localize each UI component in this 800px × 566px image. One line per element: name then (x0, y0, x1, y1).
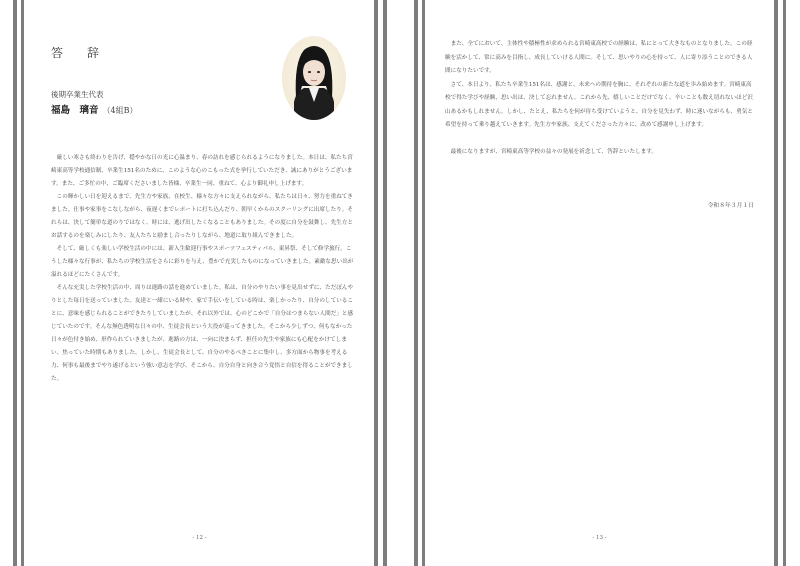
page-border-bar (383, 0, 387, 566)
student-portrait (282, 36, 346, 120)
page-number: - 13 - (592, 535, 607, 541)
paragraph: 厳しい寒さも終わりを告げ、穏やかな日の光に心温まり、春の訪れを感じられるようになりました。本日は、私たち宮崎東高等学校通信制、卒業生151名のために、このような心のこもった式を挙行していただき、誠にありがとうございます。また、ご多忙の中、ご臨席くださいました皆様、卒業生一同、重ねて、心より御礼申し上げます。 (51, 155, 353, 187)
page-number: - 12 - (192, 535, 207, 541)
student-name: 福島 璃音 (51, 105, 99, 116)
paragraph: この輝かしい日を迎えるまで、先生方や家族、在校生、様々な方々に支えられながら、私たちは日々、努力を重ねてきました。仕事や家事をこなしながら、夜遅くまでレポートに打ち込んだり、朝早くからのスクーリングに出席したり。それらは、決して簡単な道のりではなく、時には、逃げ出したくなることもありました。その度に自分を鼓舞し、先生方とお話するのを楽しみにしたり、友人たちと励まし合ったりしながら、地道に取り組んできました。 (51, 194, 353, 239)
speech-body (51, 152, 357, 386)
paragraph: そんな充実した学校生活の中、周りは進路の話を進めていました。私は、自分のやりたい事を見出せずに、ただぼんやりとした毎日を送っていました。友達と一緒にいる時や、家で手伝いをしている時は、楽しかったり、自分のしていることに、意味を感じられることができたりしていましたが、それ以外では、心のどこかで「自分はつまらない人間だ」と感じていたのです。そんな無色透明な日々の中、生徒会長という大役が巡ってきました。そこから少しずつ、何もなかった日々が色付き始め、形作られていきましたが、進路の方は、一向に決まらず、担任の先生や家族にも心配をかけてしまい、焦っていた時期もありました。しかし、生徒会長として、自分のやるべきことに集中し、多方面から物事を考える力、何事も最後までやり遂げるという強い意志を学び、そこから、自分自身と向き合う覚悟と自信を得ることができました。 (51, 285, 354, 382)
paragraph: さて、本日より、私たち卒業生151名は、感謝と、未来への期待を胸に、それぞれの新たな道を歩み始めます。宮崎東高校で得た学びや経験、思い出は、決して忘れません。これから先、嬉しいことだけでなく、辛いことも数え切れないほど沢山あるかもしれません。しかし、たとえ、私たちを何が待ち受けていようと、自分を見失わず、時に迷いながらも、勇気と希望を持って乗り越えていきます。先生方や家族、支えてくださった方々に、改めて感謝申し上げます。 (445, 81, 753, 128)
paragraph: そして、厳しくも楽しい学校生活の中には、新入生歓迎行事やスポーツフェスティバル、東昇祭、そして修学旅行。こうした様々な行事が、私たちの学校生活をさらに彩りを与え、豊かで充実したものになっていきました。素敵な思い出が溢れるほどにたくさんです。 (51, 246, 354, 278)
date: 令和８年３月１日 (707, 203, 754, 209)
left-page (27, 0, 372, 566)
page-border-bar (783, 0, 786, 566)
page-border-bar (374, 0, 378, 566)
page-title: 答 辞 (51, 46, 106, 60)
speech-body (445, 38, 757, 159)
page-border-bar (21, 0, 24, 566)
paragraph: 最後になりますが、宮崎東高等学校の益々の発展を祈念して、答辞といたします。 (450, 148, 658, 155)
page-border-bar (774, 0, 778, 566)
right-page (427, 0, 772, 566)
page-border-bar (422, 0, 425, 566)
representative-name (51, 102, 137, 116)
paragraph: また、全てにおいて、主体性や積極性が求められる宮崎東高校での経験は、私にとって大きなものとなりました。この経験を活かして、常に高みを目指し、成長していける人間に。そして、思いやりの心を持って、人に寄り添うことのできる人間になりたいです。 (445, 41, 753, 74)
representative-label: 後期卒業生代表 (51, 90, 104, 99)
page-border-bar (414, 0, 418, 566)
page-border-bar (13, 0, 17, 566)
class-label: （4組B） (102, 106, 138, 115)
